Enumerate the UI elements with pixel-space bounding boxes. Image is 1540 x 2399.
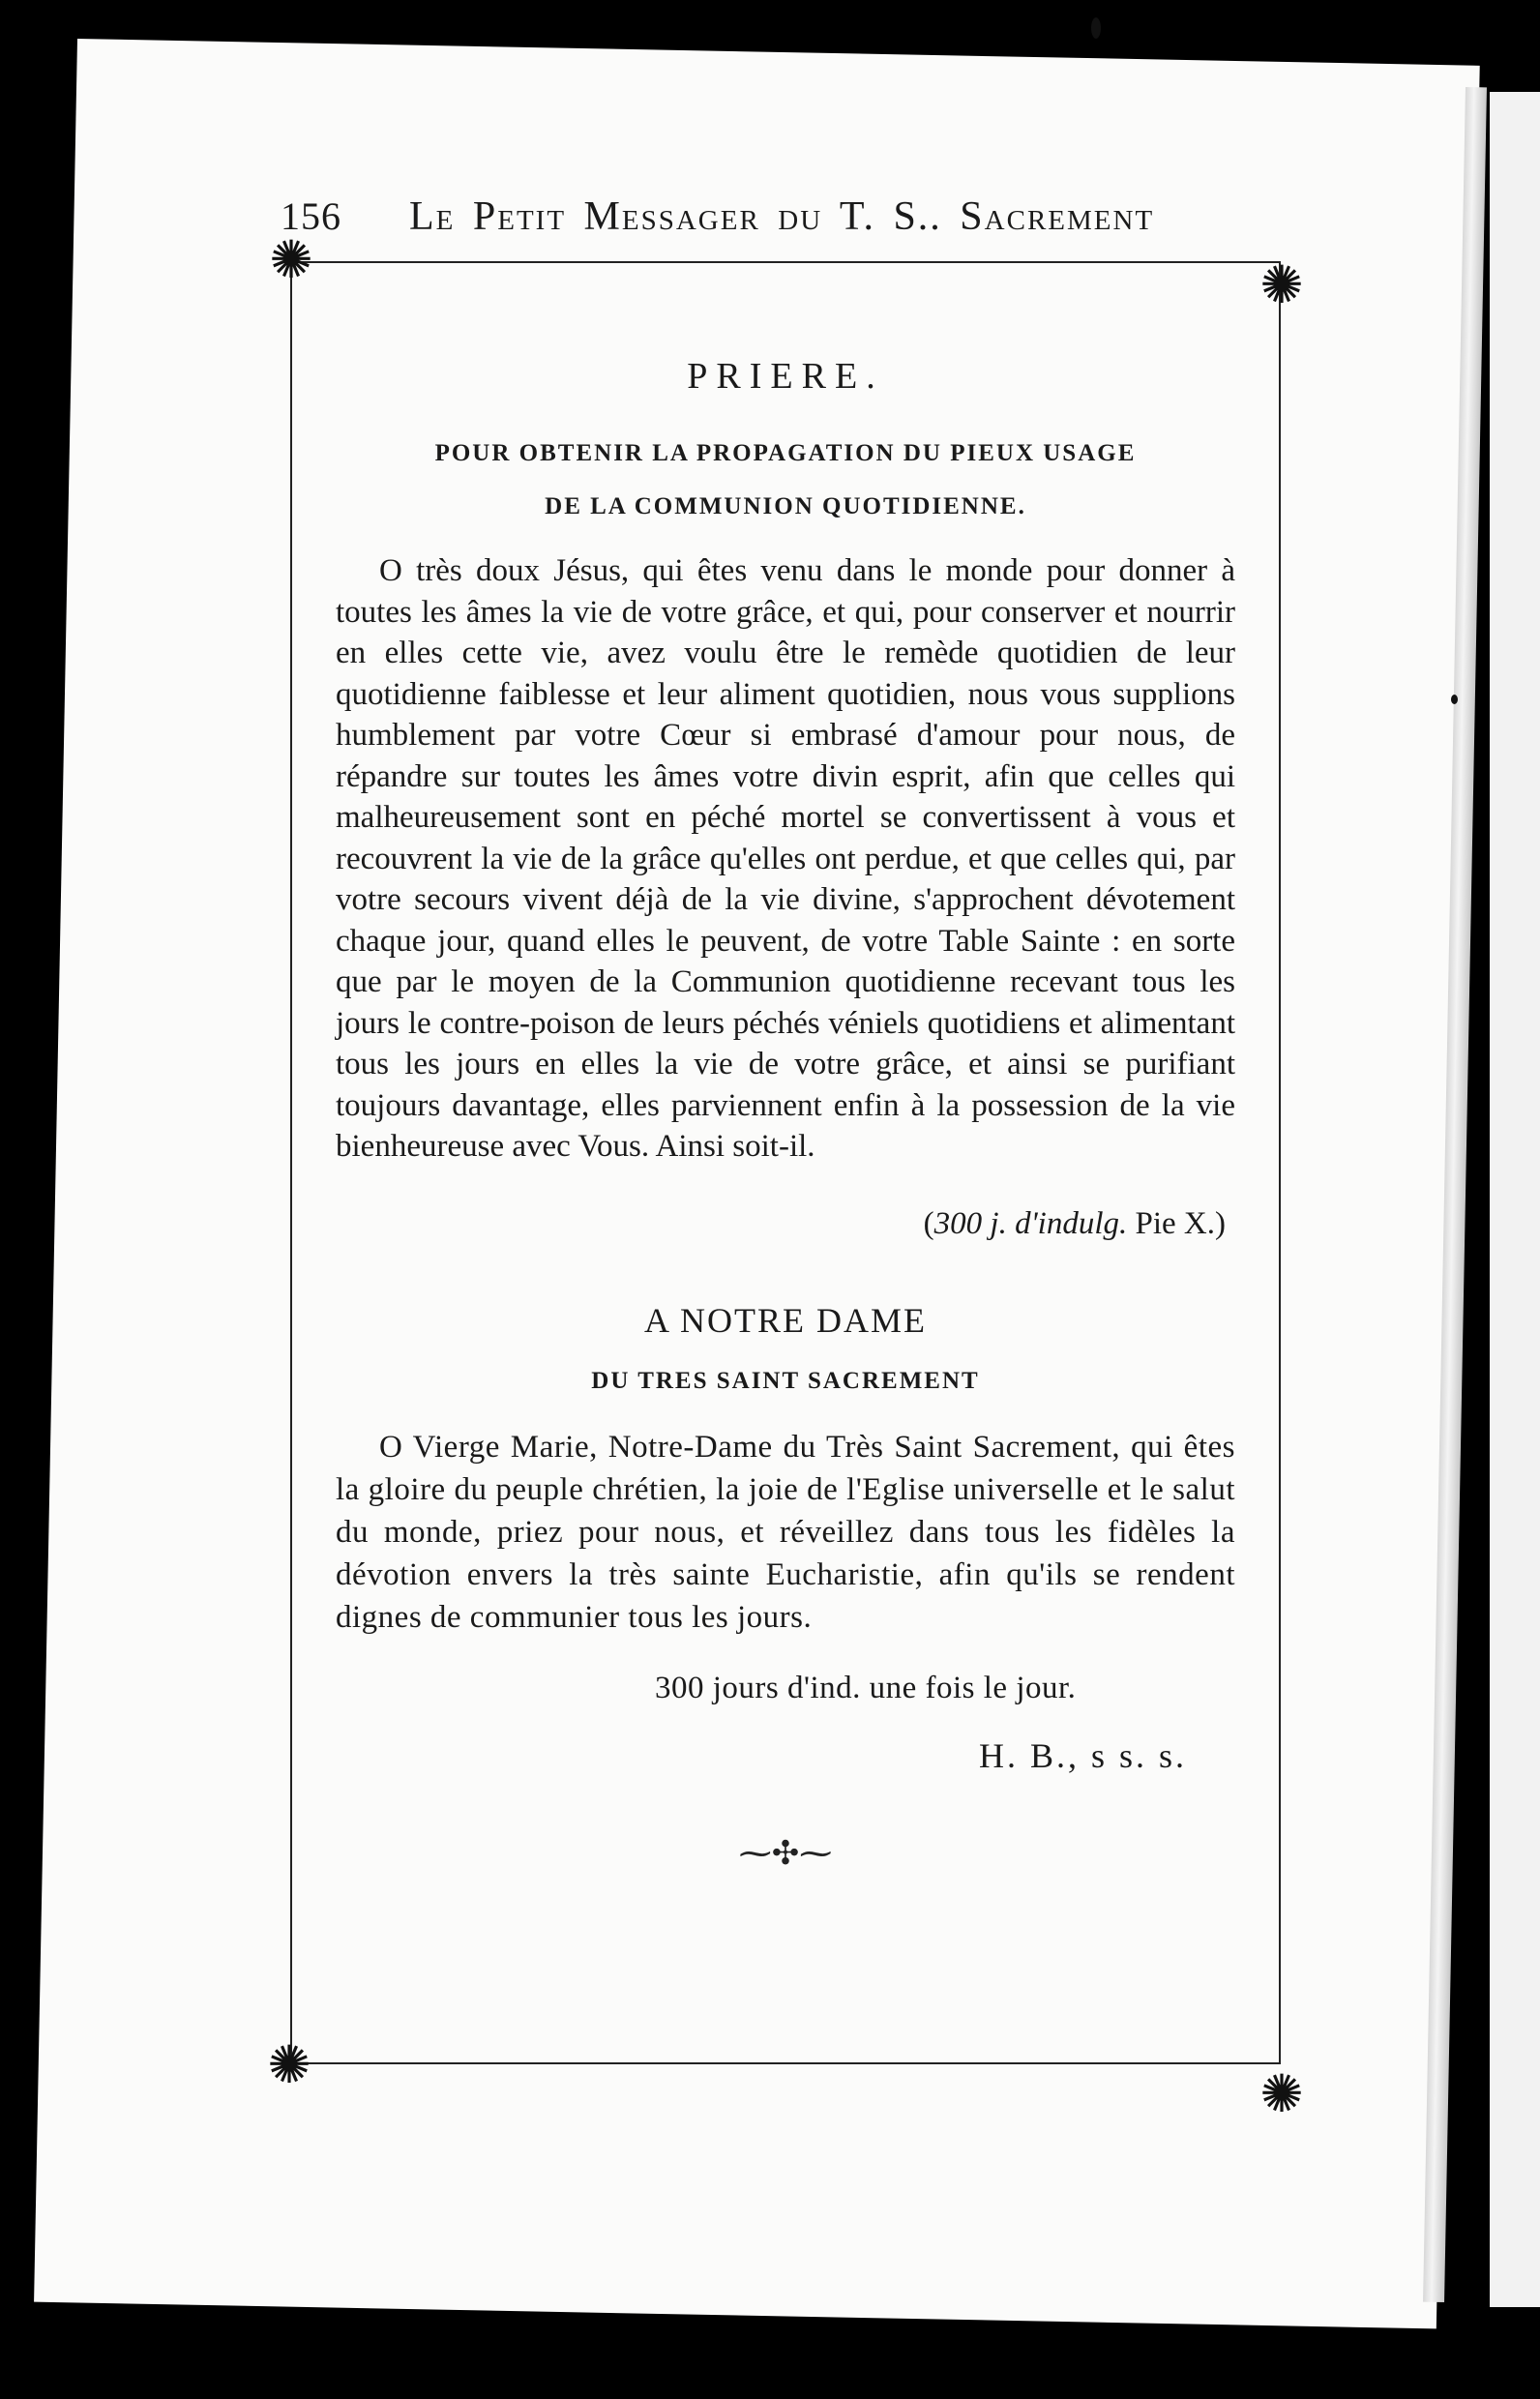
rosette-ornament-icon: ✺	[1259, 254, 1304, 315]
indulgence-attribution	[336, 1206, 1235, 1242]
signature: H. B., s s. s.	[978, 1735, 1187, 1775]
fleuron-ornament-icon: ⁓✣⁓	[738, 1835, 833, 1872]
page-number: 156	[281, 194, 341, 238]
rosette-ornament-icon: ✺	[269, 229, 313, 290]
scan-speck	[1451, 695, 1458, 704]
scan-speck	[1091, 17, 1101, 39]
running-title: Le Petit Messager du T. S.. Sacrement	[409, 194, 1155, 239]
second-prayer-body: O Vierge Marie, Notre-Dame du Très Saint Sacrement, qui êtes la gloire du peuple chrétien, la joie de l'Eglise universelle et le salut du monde, priez pour nous, et réveillez dans tous les fidèles la dévotion envers la très sainte Eucharistie, afin qu'ils se rendent dignes de communier tous les jours.	[336, 1429, 1235, 1635]
second-prayer-title: A NOTRE DAME	[644, 1300, 927, 1340]
prayer-subtitle	[336, 427, 1235, 533]
attribution-open: (	[923, 1205, 934, 1241]
prayer-subtitle-line-2: DE LA COMMUNION QUOTIDIENNE.	[545, 493, 1026, 519]
indulgence-note: 300 jours d'ind. une fois le jour.	[655, 1670, 1077, 1705]
prayer-body: O très doux Jésus, qui êtes venu dans le monde pour donner à toutes les âmes la vie de votre grâce, et qui, pour conserver et nourrir en elles cette vie, avez voulu être le remède quotidien de leur quotidienne faiblesse et leur aliment quotidien, nous vous supplions humblement par votre Cœur si embrasé d'amour pour nous, de répandre sur toutes les âmes votre divin esprit, afin que celles qui malheureusement sont en péché mortel se convertissent à vous et recouvrent la vie de la grâce qu'elles ont perdue, et que celles qui, par votre secours vivent déjà de la vie divine, s'approchent dévotement chaque jour, quand elles le peuvent, de votre Table Sainte : en sorte que par le moyen de la Communion quotidienne recevant tous les jours le contre-poison de leurs péchés véniels quotidiens et alimentant tous les jours en elles la vie de votre grâce, et ainsi se purifiant toujours davantage, elles parviennent enfin à la possession de la vie bienheureuse avec Vous. Ainsi soit-il.	[336, 553, 1235, 1164]
prayer-title: PRIERE.	[687, 356, 884, 397]
rosette-ornament-icon: ✺	[267, 2034, 311, 2095]
attribution-rest: Pie X.)	[1127, 1205, 1226, 1241]
page-content	[336, 263, 1235, 1873]
rosette-ornament-icon: ✺	[1259, 2063, 1304, 2124]
page-edge-outer	[1490, 92, 1540, 2307]
second-prayer-subtitle: DU TRES SAINT SACREMENT	[591, 1367, 980, 1394]
running-header	[281, 193, 1296, 240]
ornamental-frame	[267, 229, 1304, 2124]
attribution-italic: 300 j. d'indulg.	[933, 1205, 1128, 1241]
prayer-subtitle-line-1: POUR OBTENIR LA PROPAGATION DU PIEUX USAGE	[434, 440, 1137, 466]
